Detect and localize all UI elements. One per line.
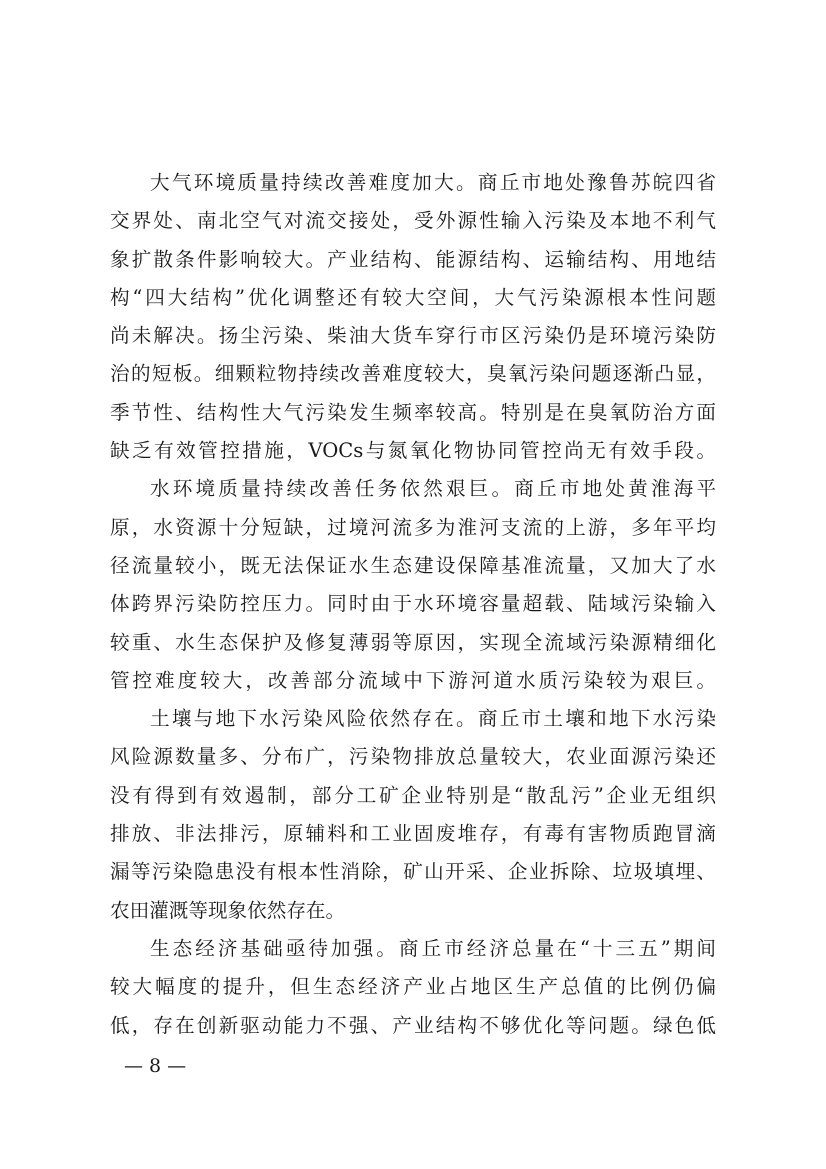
text-line: 风险源数量多、分布广，污染物排放总量较大，农业面源污染还 bbox=[110, 745, 716, 769]
text-line: 低，存在创新驱动能力不强、产业结构不够优化等问题。绿色低 bbox=[110, 1013, 716, 1037]
paragraph-soil-groundwater bbox=[110, 700, 716, 930]
page-number: — 8 — bbox=[124, 1055, 187, 1077]
text-line: 治的短板。细颗粒物持续改善难度较大，臭氧污染问题逐渐凸显， bbox=[110, 362, 716, 386]
text-line: 没有得到有效遏制，部分工矿企业特别是“散乱污”企业无组织 bbox=[110, 783, 716, 807]
text-line: 交界处、南北空气对流交接处，受外源性输入污染及本地不利气 bbox=[110, 209, 716, 233]
text-line: 管控难度较大，改善部分流域中下游河道水质污染较为艰巨。 bbox=[110, 668, 716, 692]
text-line: 漏等污染隐患没有根本性消除，矿山开采、企业拆除、垃圾填埋、 bbox=[110, 860, 716, 884]
paragraph-eco-economy bbox=[110, 930, 716, 1045]
text-line: 排放、非法排污，原辅料和工业固废堆存，有毒有害物质跑冒滴 bbox=[110, 822, 716, 846]
text-line: 大气环境质量持续改善难度加大。商丘市地处豫鲁苏皖四省 bbox=[150, 171, 716, 194]
text-line: 农田灌溉等现象依然存在。 bbox=[110, 898, 346, 922]
paragraph-air-quality bbox=[110, 164, 716, 470]
text-line: 象扩散条件影响较大。产业结构、能源结构、运输结构、用地结 bbox=[110, 247, 716, 271]
text-line: 构“四大结构”优化调整还有较大空间，大气污染源根本性问题 bbox=[110, 285, 716, 309]
body-text bbox=[110, 164, 716, 1045]
text-line: 水环境质量持续改善任务依然艰巨。商丘市地处黄淮海平 bbox=[150, 477, 716, 501]
text-line: 缺乏有效管控措施，VOCs与氮氧化物协同管控尚无有效手段。 bbox=[110, 439, 716, 463]
text-line: 尚未解决。扬尘污染、柴油大货车穿行市区污染仍是环境污染防 bbox=[110, 324, 716, 348]
text-line: 季节性、结构性大气污染发生频率较高。特别是在臭氧防治方面 bbox=[110, 400, 716, 424]
paragraph-water-quality bbox=[110, 470, 716, 700]
text-line: 较重、水生态保护及修复薄弱等原因，实现全流域污染源精细化 bbox=[110, 630, 716, 654]
text-line: 较大幅度的提升，但生态经济产业占地区生产总值的比例仍偏 bbox=[110, 975, 716, 999]
text-line: 体跨界污染防控压力。同时由于水环境容量超载、陆域污染输入 bbox=[110, 592, 716, 616]
text-line: 土壤与地下水污染风险依然存在。商丘市土壤和地下水污染 bbox=[150, 707, 716, 731]
text-line: 径流量较小，既无法保证水生态建设保障基准流量，又加大了水 bbox=[110, 553, 716, 577]
text-line: 生态经济基础亟待加强。商丘市经济总量在“十三五”期间 bbox=[150, 936, 716, 960]
text-line: 原，水资源十分短缺，过境河流多为淮河支流的上游，多年平均 bbox=[110, 515, 716, 539]
